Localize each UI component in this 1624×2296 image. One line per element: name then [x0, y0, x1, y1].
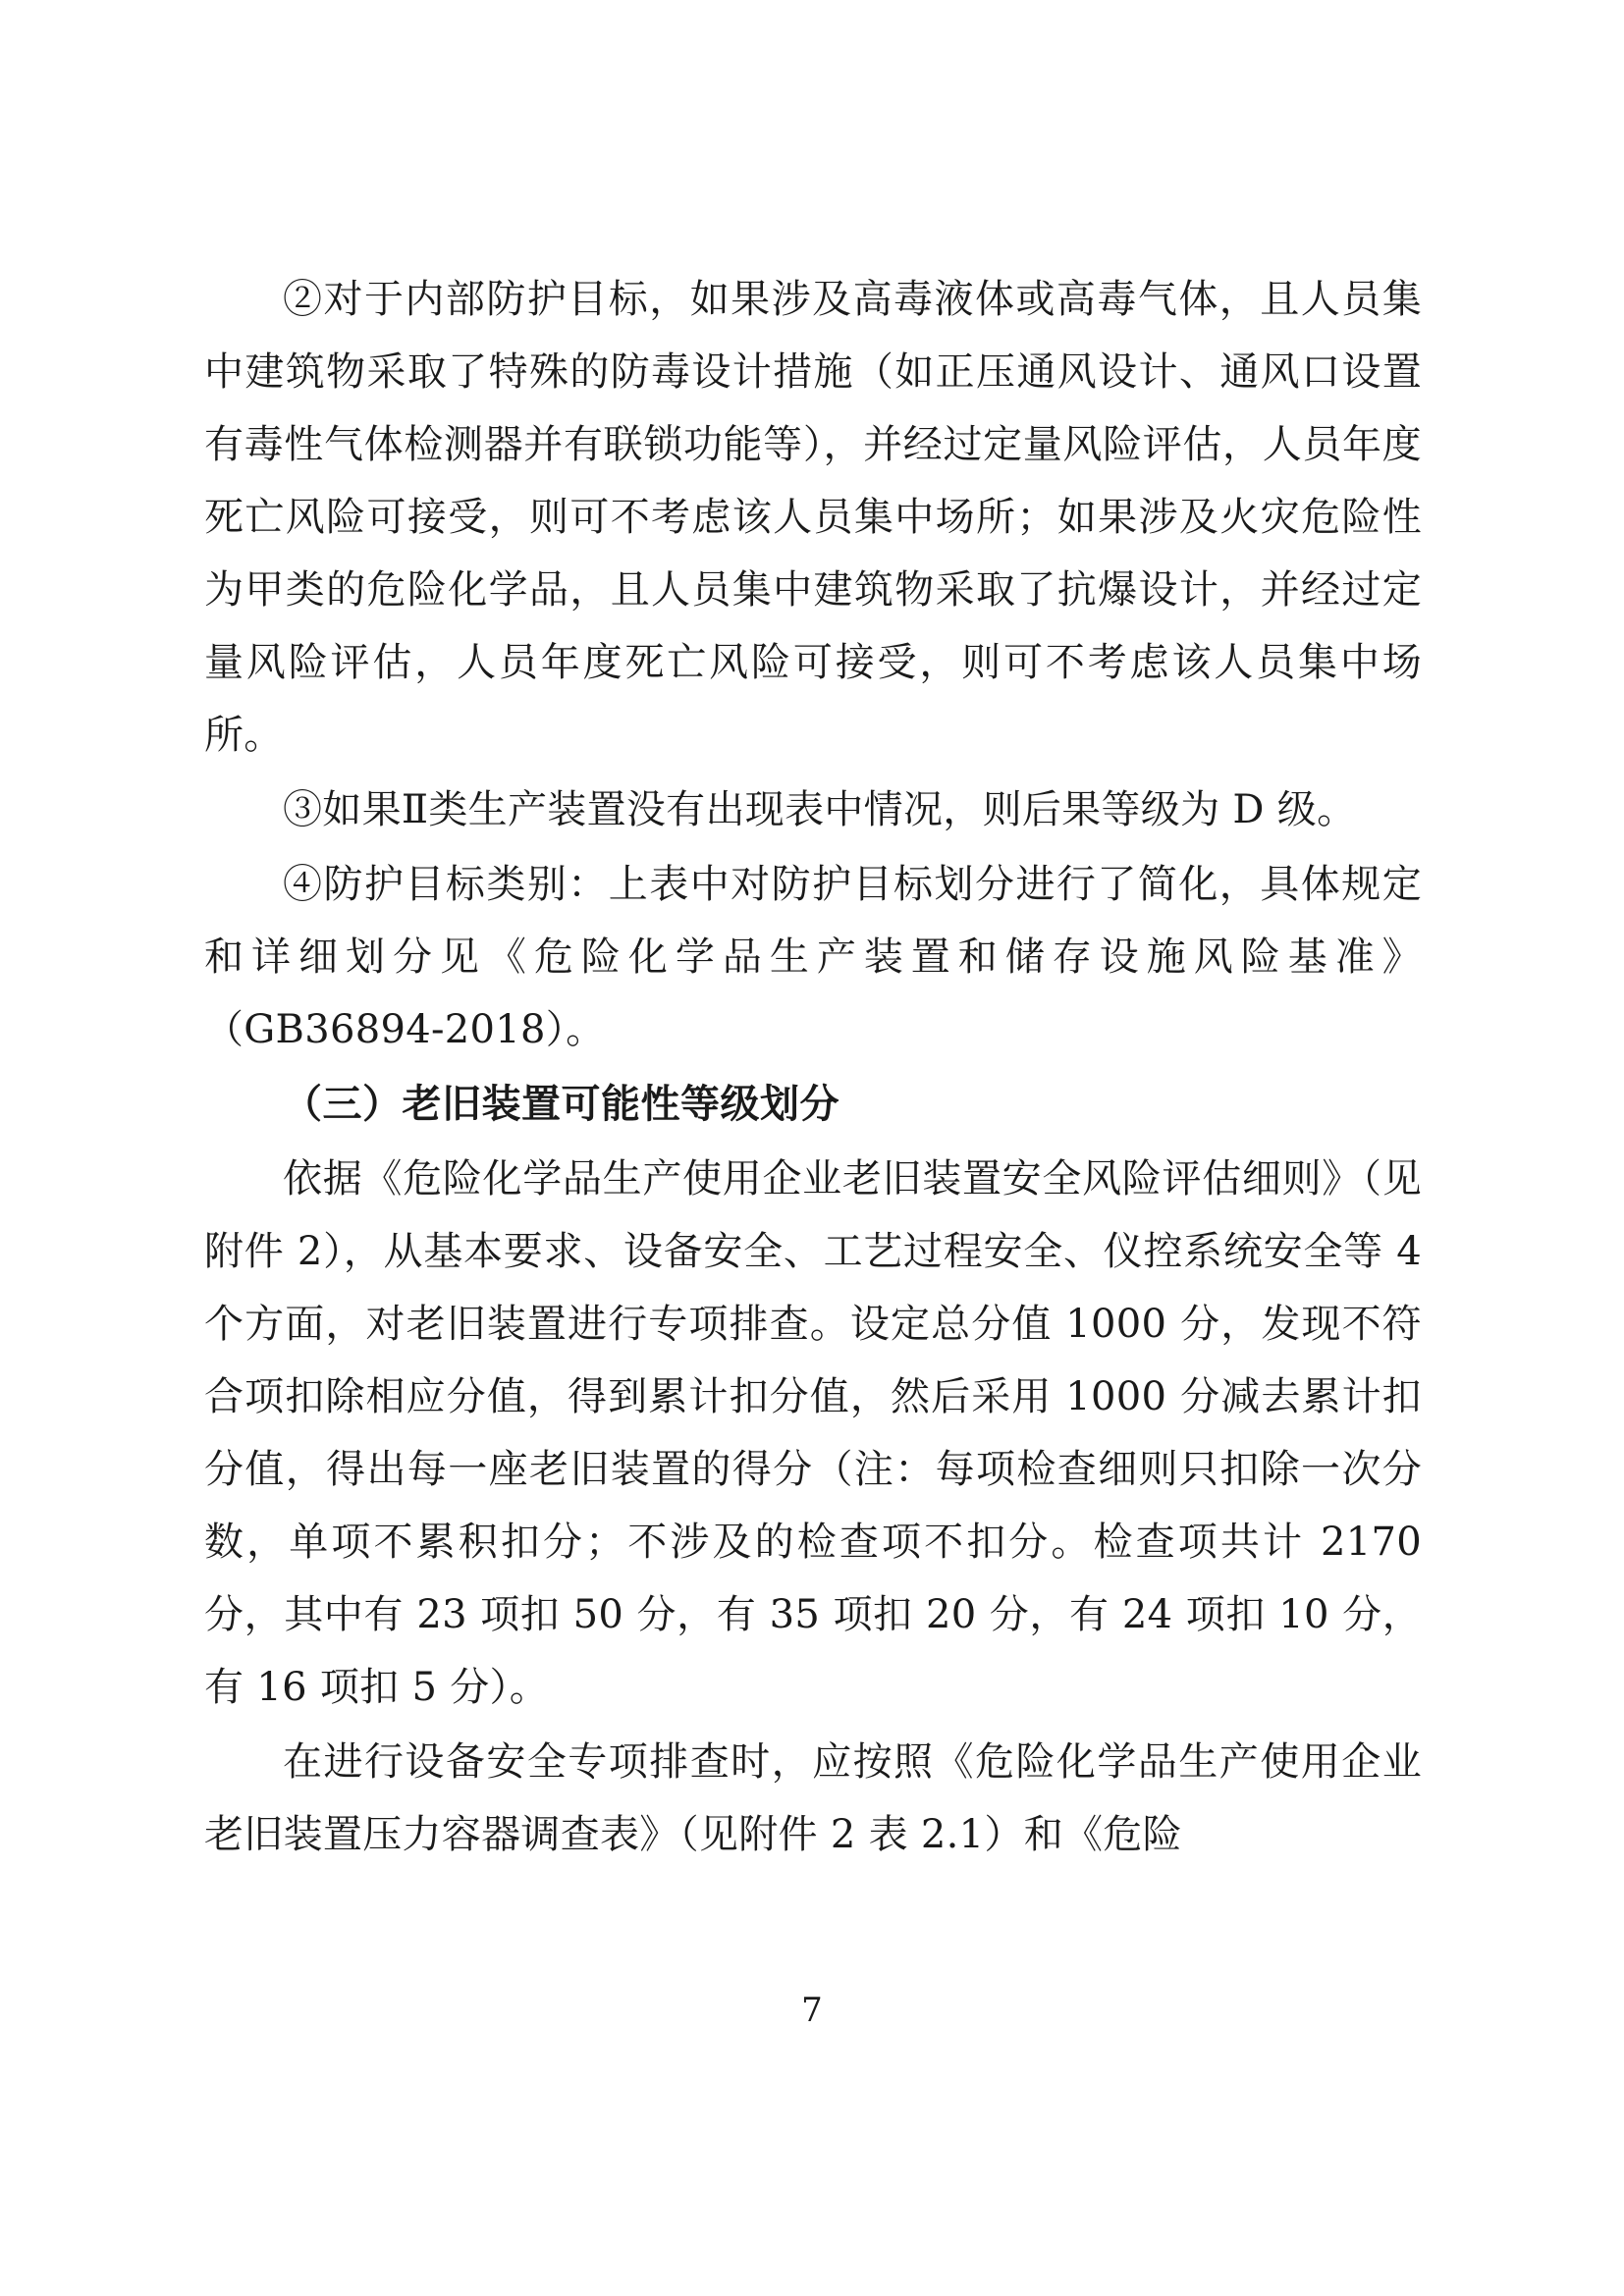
paragraph-item-2: ②对于内部防护目标，如果涉及高毒液体或高毒气体，且人员集中建筑物采取了特殊的防毒设计措施（如正压通风设计、通风口设置有毒性气体检测器并有联锁功能等），并经过定量风险评估，人员年度死亡风险可接受，则可不考虑该人员集中场所；如果涉及火灾危险性为甲类的危险化学品，且人员集中建筑物采取了抗爆设计，并经过定量风险评估，人员年度死亡风险可接受，则可不考虑该人员集中场所。 — [204, 277, 1422, 758]
paragraph-item-5: 依据《危险化学品生产使用企业老旧装置安全风险评估细则》（见附件 2），从基本要求、设备安全、工艺过程安全、仪控系统安全等 4 个方面，对老旧装置进行专项排查。设定总分值 1000 分，发现不符合项扣除相应分值，得到累计扣分值，然后采用 1000 分减去累计扣分值，得出每一座老旧装置的得分（注：每项检查细则只扣除一次分数，单项不累积扣分；不涉及的检查项不扣分。检查项共计 2170 分，其中有 23 项扣 50 分，有 35 项扣 20 分，有 24 项扣 10 分，有 16 项扣 5 分）。 — [204, 1156, 1422, 1710]
paragraph-item-6: 在进行设备安全专项排查时，应按照《危险化学品生产使用企业老旧装置压力容器调查表》（见附件 2 表 2.1）和《危险 — [204, 1739, 1422, 1857]
section-heading-3: （三）老旧装置可能性等级划分 — [283, 1082, 839, 1127]
paragraph-item-4: ④防护目标类别：上表中对防护目标划分进行了简化，具体规定和详细划分见《危险化学品生产装置和储存设施风险基准》（GB36894-2018）。 — [204, 862, 1422, 1052]
paragraph-item-3: ③如果Ⅱ类生产装置没有出现表中情况，则后果等级为 D 级。 — [283, 787, 1357, 832]
page-content — [204, 263, 1422, 1873]
page-number: 7 — [801, 1991, 823, 2030]
